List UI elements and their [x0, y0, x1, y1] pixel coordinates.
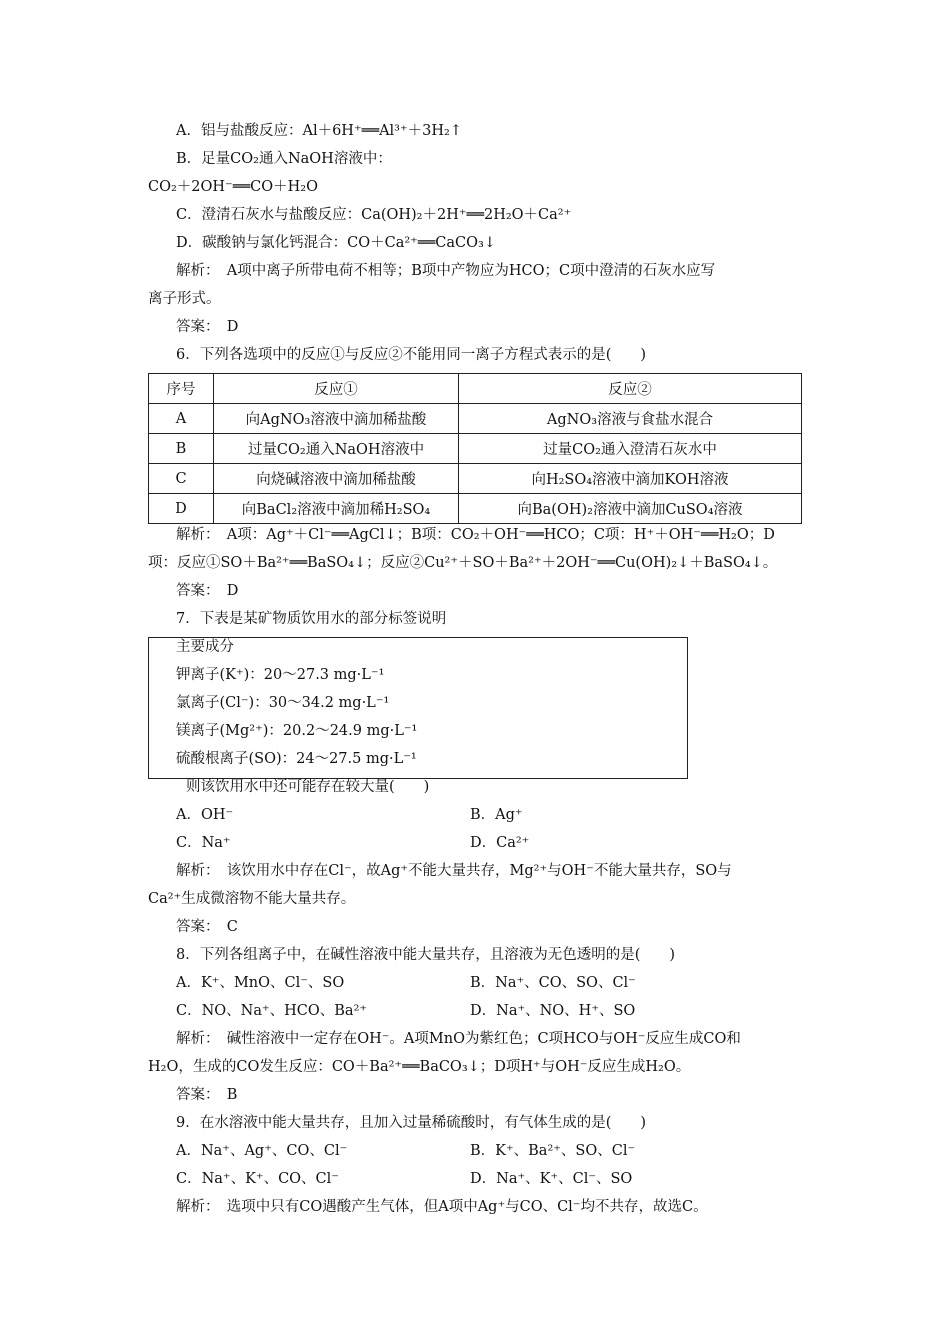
- q6-reaction-table: [148, 373, 802, 524]
- table-header-row: [149, 374, 802, 404]
- table-row: [149, 434, 802, 464]
- q5-option-d: D．碳酸钠与氯化钙混合：CO＋Ca²⁺══CaCO₃↓: [176, 235, 496, 251]
- table-cell: 过量CO₂通入NaOH溶液中: [214, 434, 459, 464]
- q9-analysis-line-1: 解析： 选项中只有CO遇酸产生气体，但A项中Ag⁺与CO、Cl⁻均不共存，故选C。: [176, 1199, 708, 1215]
- table-cell: AgNO₃溶液与食盐水混合: [459, 404, 802, 434]
- table-row: [149, 494, 802, 524]
- table-header-cell: 序号: [149, 374, 214, 404]
- table-row: [149, 464, 802, 494]
- table-cell: 向烧碱溶液中滴加稀盐酸: [214, 464, 459, 494]
- q7-option-d: D．Ca²⁺: [470, 835, 530, 851]
- q7-label-title: 主要成分: [176, 639, 234, 655]
- table-cell: B: [149, 434, 214, 464]
- q5-answer: 答案： D: [176, 319, 239, 335]
- q8-analysis-line-2: H₂O，生成的CO发生反应：CO＋Ba²⁺══BaCO₃↓；D项H⁺与OH⁻反应生成H₂O。: [148, 1059, 691, 1075]
- table-cell: C: [149, 464, 214, 494]
- q8-stem: 8．下列各组离子中，在碱性溶液中能大量共存，且溶液为无色透明的是( ): [176, 947, 676, 963]
- q7-option-c: C．Na⁺: [176, 835, 231, 851]
- table-header-cell: 反应②: [459, 374, 802, 404]
- q8-option-b: B．Na⁺、CO、SO、Cl⁻: [470, 975, 636, 991]
- q8-answer: 答案： B: [176, 1087, 238, 1103]
- table-cell: 过量CO₂通入澄清石灰水中: [459, 434, 802, 464]
- q6-analysis-line-1: 解析： A项：Ag⁺＋Cl⁻══AgCl↓；B项：CO₂＋OH⁻══HCO；C项：H⁺＋OH⁻══H₂O；D: [176, 527, 775, 543]
- q6-stem: 6．下列各选项中的反应①与反应②不能用同一离子方程式表示的是( ): [176, 347, 647, 363]
- q5-analysis-line-2: 离子形式。: [148, 291, 221, 307]
- q7-stem: 7．下表是某矿物质饮用水的部分标签说明: [176, 611, 447, 627]
- q7-option-a: A．OH⁻: [176, 807, 234, 823]
- q7-question: 则该饮用水中还可能存在较大量( ): [186, 779, 430, 795]
- q8-option-c: C．NO、Na⁺、HCO、Ba²⁺: [176, 1003, 368, 1019]
- q8-option-d: D．Na⁺、NO、H⁺、SO: [470, 1003, 636, 1019]
- q5-option-a: A．铝与盐酸反应：Al＋6H⁺══Al³⁺＋3H₂↑: [176, 123, 462, 139]
- q9-option-d: D．Na⁺、K⁺、Cl⁻、SO: [470, 1171, 633, 1187]
- q7-label-line: 氯离子(Cl⁻)：30～34.2 mg·L⁻¹: [176, 695, 390, 711]
- q7-analysis-line-1: 解析： 该饮用水中存在Cl⁻，故Ag⁺不能大量共存，Mg²⁺与OH⁻不能大量共存，SO与: [176, 863, 732, 879]
- q7-analysis-line-2: Ca²⁺生成微溶物不能大量共存。: [148, 891, 356, 907]
- q9-option-b: B．K⁺、Ba²⁺、SO、Cl⁻: [470, 1143, 636, 1159]
- q7-answer: 答案： C: [176, 919, 238, 935]
- q5-option-b: B．足量CO₂通入NaOH溶液中：: [176, 151, 392, 167]
- q6-answer: 答案： D: [176, 583, 239, 599]
- table-row: [149, 404, 802, 434]
- table-cell: 向H₂SO₄溶液中滴加KOH溶液: [459, 464, 802, 494]
- q7-label-line: 钾离子(K⁺)：20～27.3 mg·L⁻¹: [176, 667, 385, 683]
- table-cell: 向AgNO₃溶液中滴加稀盐酸: [214, 404, 459, 434]
- q5-analysis-line-1: 解析： A项中离子所带电荷不相等；B项中产物应为HCO；C项中澄清的石灰水应写: [176, 263, 716, 279]
- table-cell: A: [149, 404, 214, 434]
- table-header-cell: 反应①: [214, 374, 459, 404]
- q7-label-line: 硫酸根离子(SO)：24～27.5 mg·L⁻¹: [176, 751, 417, 767]
- q5-option-b-equation: CO₂＋2OH⁻══CO＋H₂O: [148, 179, 318, 195]
- q9-option-a: A．Na⁺、Ag⁺、CO、Cl⁻: [176, 1143, 348, 1159]
- q7-option-b: B．Ag⁺: [470, 807, 523, 823]
- q6-analysis-line-2: 项：反应①SO＋Ba²⁺══BaSO₄↓；反应②Cu²⁺＋SO＋Ba²⁺＋2OH⁻══Cu(OH)₂↓＋BaSO₄↓。: [148, 555, 778, 571]
- q7-label-line: 镁离子(Mg²⁺)：20.2～24.9 mg·L⁻¹: [176, 723, 418, 739]
- q9-stem: 9．在水溶液中能大量共存，且加入过量稀硫酸时，有气体生成的是( ): [176, 1115, 647, 1131]
- q8-analysis-line-1: 解析： 碱性溶液中一定存在OH⁻。A项MnO为紫红色；C项HCO与OH⁻反应生成CO和: [176, 1031, 741, 1047]
- table-cell: D: [149, 494, 214, 524]
- table-cell: 向Ba(OH)₂溶液中滴加CuSO₄溶液: [459, 494, 802, 524]
- q5-option-c: C．澄清石灰水与盐酸反应：Ca(OH)₂＋2H⁺══2H₂O＋Ca²⁺: [176, 207, 572, 223]
- q9-option-c: C．Na⁺、K⁺、CO、Cl⁻: [176, 1171, 339, 1187]
- table-cell: 向BaCl₂溶液中滴加稀H₂SO₄: [214, 494, 459, 524]
- q8-option-a: A．K⁺、MnO、Cl⁻、SO: [176, 975, 345, 991]
